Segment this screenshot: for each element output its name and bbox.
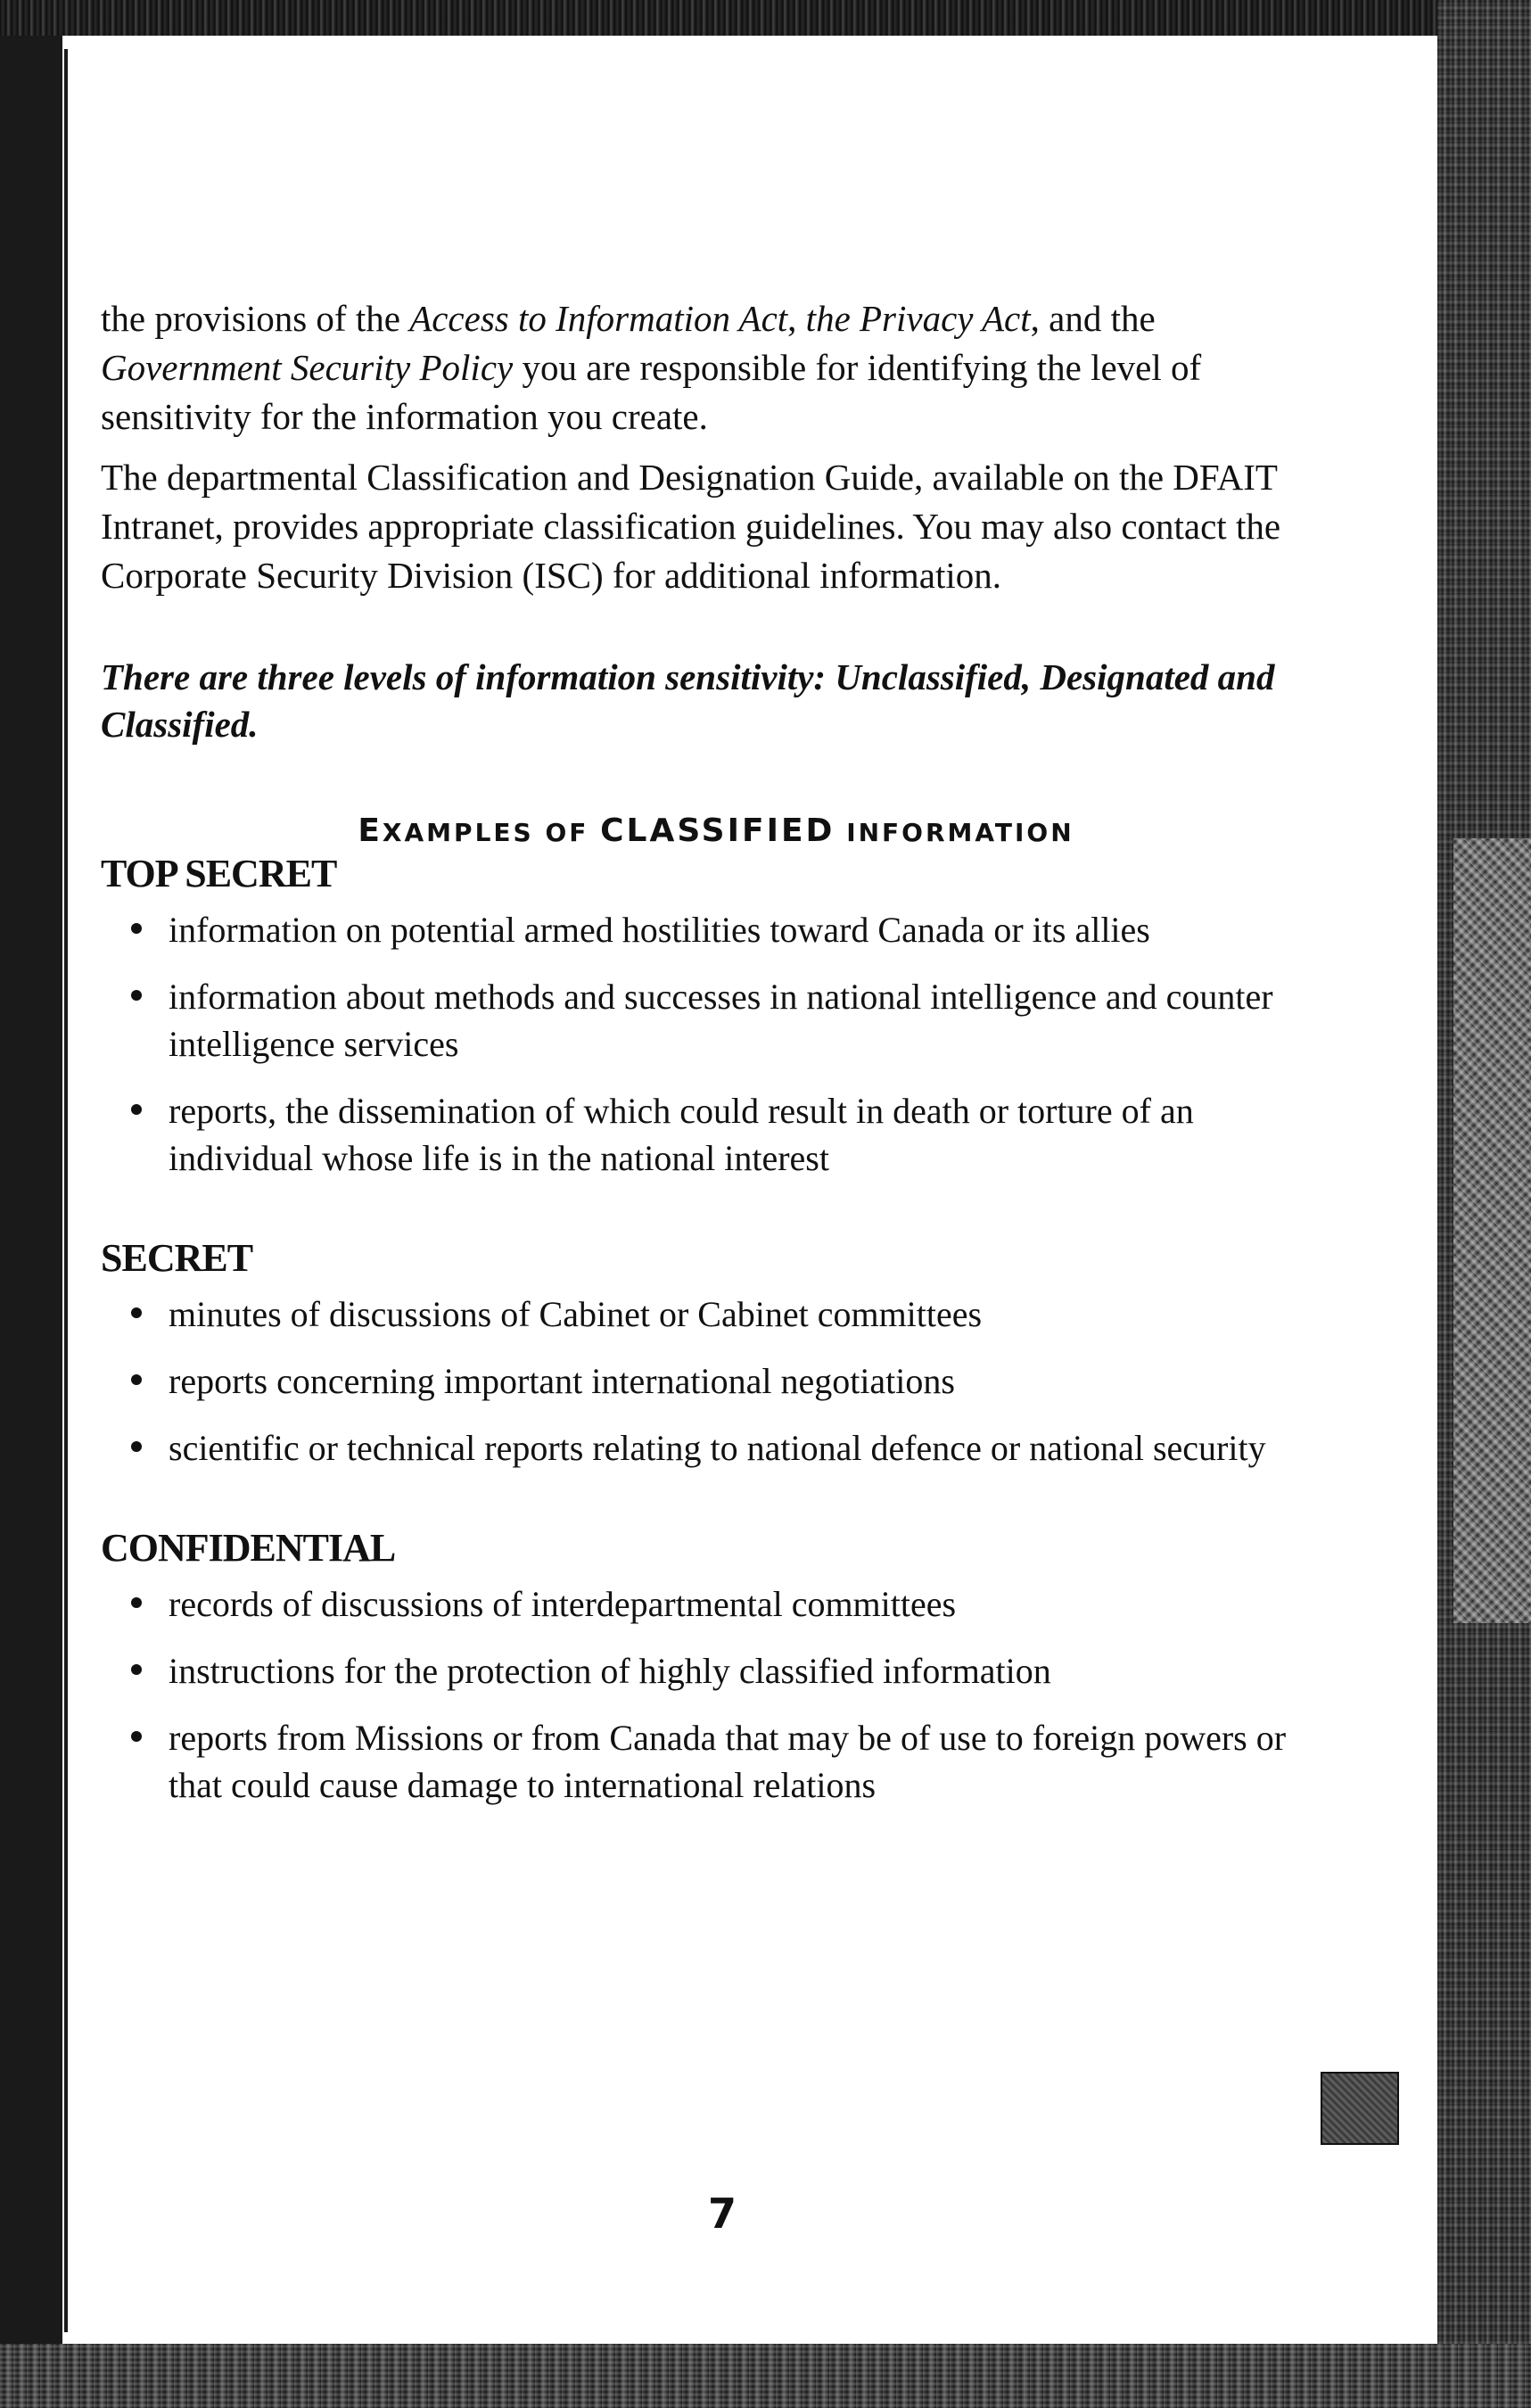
scan-border-bottom <box>0 2344 1531 2408</box>
levels-statement: There are three levels of information sensitivity: Unclassified, Designated and Classified. <box>101 656 1275 745</box>
list-item <box>101 1647 1331 1695</box>
intro-text: the provisions of the <box>101 298 410 339</box>
list-item <box>101 1424 1331 1472</box>
confidential-list <box>101 1580 1331 1809</box>
list-item-text: information on potential armed hostilities toward Canada or its allies <box>169 910 1150 950</box>
list-item-text: reports, the dissemination of which could result in death or torture of an individual whose life is in the national interest <box>169 1091 1194 1178</box>
list-item <box>101 1357 1331 1405</box>
bullet-icon <box>131 1441 142 1452</box>
scan-border-top <box>0 0 1531 36</box>
bullet-icon <box>131 1731 142 1742</box>
list-item-text: information about methods and successes in national intelligence and counter intelligence services <box>169 977 1273 1064</box>
list-item <box>101 906 1331 953</box>
bullet-icon <box>131 1597 142 1608</box>
level-top-secret <box>101 849 1331 1182</box>
act-title-access: Access to Information Act <box>409 298 788 339</box>
section-tab-marker <box>1321 2072 1399 2145</box>
level-title-top-secret: TOP SECRET <box>101 852 337 895</box>
bullet-icon <box>131 990 142 1001</box>
list-item <box>101 1291 1331 1338</box>
heading-information: INFORMATION <box>835 818 1074 847</box>
page-number: 7 <box>707 2189 737 2238</box>
list-item-text: scientific or technical reports relating to national defence or national security <box>169 1428 1266 1468</box>
list-item <box>101 1087 1331 1182</box>
scan-texture-band <box>1453 838 1531 1623</box>
bullet-icon <box>131 923 142 934</box>
binding-rule <box>64 49 68 2332</box>
level-secret <box>101 1233 1331 1472</box>
bullet-icon <box>131 1104 142 1115</box>
heading-first-letter: E <box>358 812 383 849</box>
bullet-icon <box>131 1374 142 1385</box>
list-item-text: minutes of discussions of Cabinet or Cabinet committees <box>169 1294 983 1334</box>
bullet-icon <box>131 1307 142 1318</box>
list-item-text: records of discussions of interdepartmental committees <box>169 1584 957 1624</box>
list-item-text: reports from Missions or from Canada that may be of use to foreign powers or that could cause damage to international relations <box>169 1718 1287 1805</box>
list-item-text: reports concerning important international negotiations <box>169 1361 955 1401</box>
level-confidential <box>101 1523 1331 1809</box>
intro-text: , and the <box>1030 298 1156 339</box>
heading-classified: CLASSIFIED <box>600 812 835 849</box>
top-secret-list <box>101 906 1331 1182</box>
level-title-secret: SECRET <box>101 1236 253 1280</box>
act-title-privacy: the Privacy Act <box>805 298 1031 339</box>
policy-title-security: Government Security Policy <box>101 347 514 388</box>
section-heading <box>101 812 1331 849</box>
heading-rest: XAMPLES OF <box>382 818 601 847</box>
level-title-confidential: CONFIDENTIAL <box>101 1526 396 1570</box>
intro-text: , <box>787 298 806 339</box>
page-content <box>101 294 1331 1828</box>
list-item <box>101 973 1331 1068</box>
list-item-text: instructions for the protection of highly classified information <box>169 1651 1051 1691</box>
intro-paragraph-1 <box>101 294 1331 441</box>
list-item <box>101 1580 1331 1628</box>
bullet-icon <box>131 1664 142 1675</box>
secret-list <box>101 1291 1331 1472</box>
intro-paragraph-2: The departmental Classification and Designation Guide, available on the DFAIT Intranet, provides appropriate classification guidelines. You may also contact the Corporate Security Division (ISC) for additional information. <box>101 457 1281 596</box>
intro-text: you are responsible for identifying the level of sensitivity for the information you create. <box>101 347 1202 437</box>
list-item <box>101 1714 1331 1809</box>
